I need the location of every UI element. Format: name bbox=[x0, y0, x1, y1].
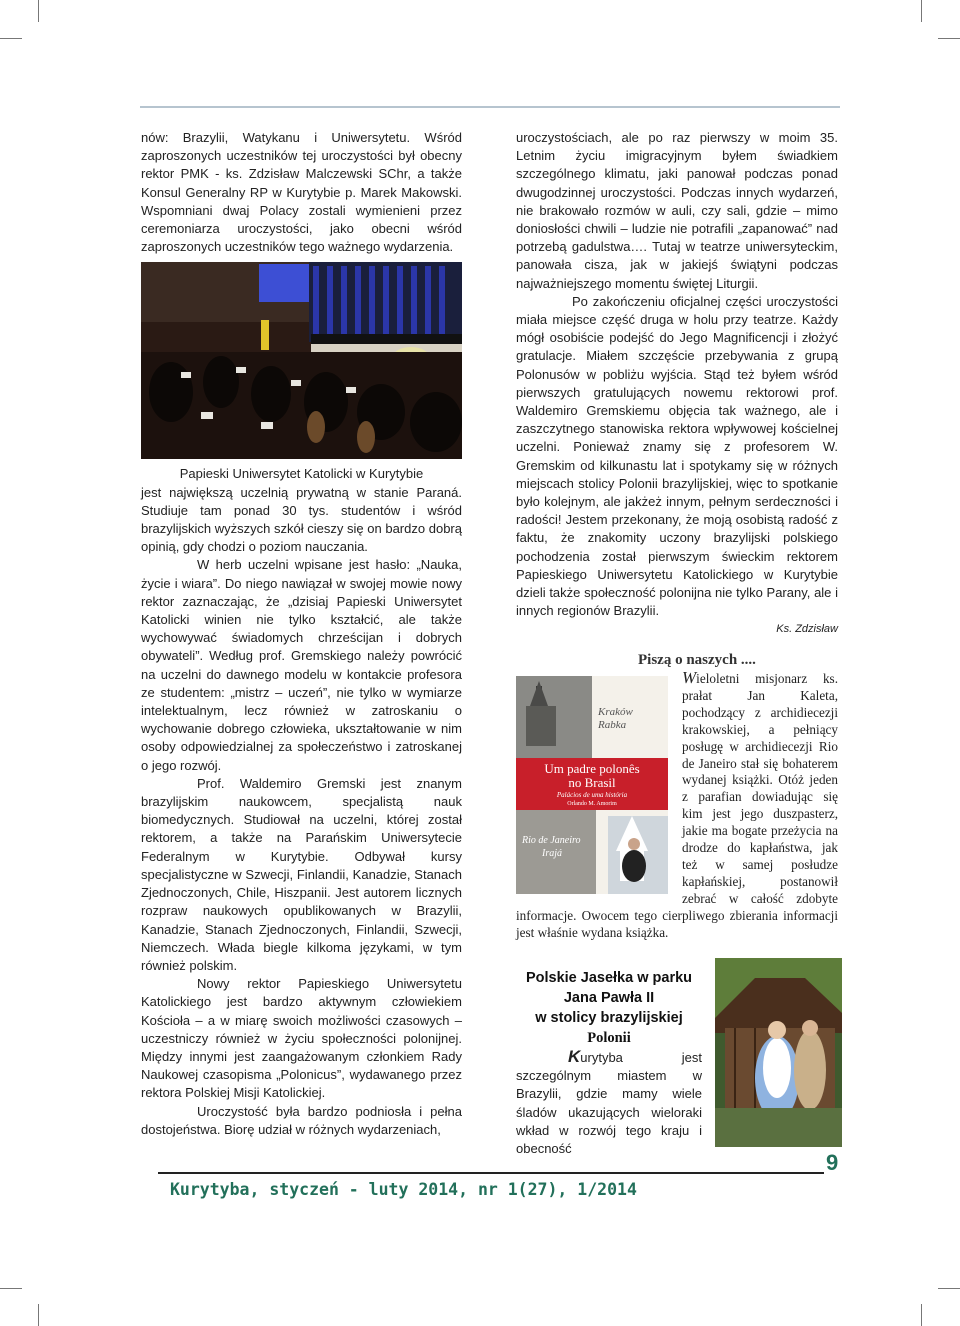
author-signature: Ks. Zdzisław bbox=[776, 623, 838, 636]
right-column bbox=[516, 129, 838, 639]
jaselka-title-line: w stolicy brazylijskiej bbox=[535, 1010, 683, 1026]
article-paragraph: jest największą uczelnią prywatną w stanie Paraná. Studiuje tam ponad 30 tys. studentów i wśród brazylijskich wyższych szkół cieszy się on bardzo dobrą opinią, gdy chodzi o poziom nauczania. bbox=[141, 484, 462, 555]
ceremony-photo bbox=[141, 262, 462, 459]
jaselka-title-line: Jana Pawła II bbox=[563, 990, 655, 1006]
crop-mark bbox=[0, 1288, 22, 1289]
drop-cap: W bbox=[682, 668, 697, 687]
crop-mark bbox=[38, 0, 39, 22]
book-subtitle: Palácios de uma história bbox=[556, 791, 628, 799]
page-number: 9 bbox=[826, 1150, 839, 1175]
jaselka-text: urytyba jest szczególnym miastem w Brazylii, gdzie mamy wiele śladów ukazujących wieloraki wkład w rozwój tego kraju i obecność bbox=[516, 1050, 702, 1157]
article-paragraph: Uroczystość była bardzo podniosła i pełna dostojeństwa. Biorę udział w różnych wydarzeniach, bbox=[141, 1103, 462, 1137]
ceremony-photo-graphic bbox=[141, 262, 462, 459]
article-paragraph: Po zakończeniu oficjalnej części uroczystości miała miejsce część druga w holu przy teatrze. Każdy mógł osobiście podejść do Jego Magnificencji i złożyć gratulacje. Miałem szczęście przebywania z grupą Polonusów w pobliżu wyjścia. Stąd też byłem wśród pierwszych gratulujących nowemu rektorowi prof. Waldemiro Gremskiemu objęcia tak ważnego, ale i zaszczytnego stanowiska rektora wpływowej kościelnej uczelni. Ponieważ znamy się z profesorem W. Gremskim od kilkunastu lat i spotykamy się w różnych miejscach stolicy Polonii brazylijskiej, więc to spotkanie było kolejnym, ale jakżeż innym, pełnym serdeczności i radości! Jestem przekonany, że moją osobistą radość z faktu, że znakomity uczony brazylijski polskiego pochodzenia został pierwszym świeckim rektorem Papieskiego Uniwersytetu Katolickiego w Kurytybie dzieli także społeczność polonijna nie tylko Parany, ale i innych regionów Brazylii. bbox=[516, 293, 838, 619]
pisza-section bbox=[516, 670, 838, 942]
pisza-text: ieloletni misjonarz ks. prałat Jan Kaleta, pochodzący z archidiecezji krakowskiej, a pełniący posługę w archidiecezji Rio de Janeiro stał się bohaterem wydanej książki. Otóż jeden z parafian dowiadując się kim jest jego duszpasterz, jakie ma bogate przeżycia na drodze do kapłaństwa, jak też w samej posłudze kapłańskiej, postanowił zebrać w całość zdobyte informacje. Owocem tego cierpliwego zbierania informacji jest właśnie wydana książka. bbox=[516, 671, 838, 940]
article-paragraph: W herb uczelni wpisane jest hasło: „Nauka, życie i wiara”. Do niego nawiązał w swojej mowie nowy rektor zaznaczając, że „dzisiaj Papieski Uniwersytet Katolicki winien nie tylko kształcić, ale także wychowywać świadomych chrześcijan i dobrych obywateli”. Według prof. Gremskiego należy powrócić na uczelni do dawnego modelu w kontakcie profesora ze studentem: „mistrz – uczeń”, nie tylko w wymiarze intelektualnym, lecz również w zatroskaniu o wychowanie dobrego człowieka, ukształtowanie w nim osoby odpowiedzialnej za społeczeństwo i zatroskanej o jego rozwój. bbox=[141, 557, 462, 773]
book-text: Rio de Janeiro bbox=[522, 835, 581, 846]
section-title: Piszą o naszych .... bbox=[638, 652, 756, 668]
header-rule bbox=[140, 106, 840, 108]
crop-mark bbox=[938, 1288, 960, 1289]
book-text: Irajá bbox=[542, 848, 562, 859]
left-column bbox=[141, 129, 462, 1139]
article-paragraph: nów: Brazylii, Watykanu i Uniwersytetu. Wśród zaproszonych uczestników tej uroczystości był obecny rektor PMK - ks. Zdzisław Malczewski SChr, a także Konsul Generalny RP w Kurytybie p. Marek Makowski. Wspomniani dwaj Polacy zostali wymienieni przez ceremoniarza uroczystości, jako obecni wśród zaproszonych uczestników tego ważnego wydarzenia. bbox=[141, 130, 462, 255]
photo-caption: Papieski Uniwersytet Katolicki w Kurytybie bbox=[179, 466, 424, 482]
crop-mark bbox=[921, 0, 922, 22]
nativity-photo bbox=[715, 958, 842, 1147]
drop-cap: K bbox=[568, 1047, 581, 1066]
footer-rule bbox=[158, 1172, 824, 1174]
jaselka-title-line: Polskie Jasełka w parku bbox=[525, 970, 693, 986]
crop-mark bbox=[921, 1304, 922, 1326]
crop-mark bbox=[0, 38, 22, 39]
article-paragraph: Prof. Waldemiro Gremski jest znanym brazylijskim naukowcem, specjalistą nauk biomedycznych. Studiował na uczelni, której został rektorem, a także na Parańskim Uniwersytecie Federalnym w Kurytybie. Odbywał kursy specjalistyczne w Szwecji, Finlandii, Kanadzie, Stanach Zjednoczonych, Chile, Hiszpanii. Jest autorem licznych rozpraw naukowych opublikowanych w Brazylii, Kanadzie, Stanach Zjednoczonych, Finlandii, Szwecji, Niemczech. Włada biegle kilkoma językami, w tym również polskim. bbox=[141, 775, 462, 973]
article-paragraph: Nowy rektor Papieskiego Uniwersytetu Katolickiego jest bardzo aktywnym człowiekiem Kościoła – a w miarę swoich możliwości czasowych – uczestniczy również w życiu społeczności polonijnej. Między innymi jest zaangażowanym członkiem Rady Naukowej czasopisma „Polonicus”, wydawanego przez rektora Polskiej Misji Katolickiej. bbox=[141, 976, 462, 1101]
nativity-photo-graphic bbox=[715, 958, 842, 1147]
crop-mark bbox=[938, 38, 960, 39]
book-text: Rabka bbox=[598, 719, 627, 731]
jaselka-section bbox=[516, 1048, 702, 1158]
article-paragraph: uroczystościach, ale po raz pierwszy w moim 35. Letnim życiu imigracyjnym byłem świadkiem szczególnego klimatu, jaki panował podczas ponad dwugodzinnej uroczystości. Podczas innych wydarzeń, nie brakowało rozmów w auli, czy sali, gdzie – mimo doniosłości chwili – ludzie nie potrafili „zapanować” nad potrzebą gadulstwa…. Tutaj w teatrze uniwersyteckim, panowała cisza, jak w jakiejś świątyni podczas najważniejszego momentu świętej Liturgii. bbox=[516, 130, 838, 291]
book-cover bbox=[516, 676, 668, 894]
book-text: Kraków bbox=[598, 706, 633, 718]
crop-mark bbox=[38, 1304, 39, 1326]
book-title: no Brasil bbox=[568, 775, 616, 790]
book-title: Um padre polonês bbox=[544, 761, 640, 776]
footer-text: Kurytyba, styczeń - luty 2014, nr 1(27), 1/2014 bbox=[170, 1180, 637, 1199]
jaselka-title bbox=[516, 968, 702, 1048]
book-author: Orlando M. Amorim bbox=[567, 801, 617, 807]
jaselka-title-line: Polonii bbox=[587, 1030, 631, 1046]
